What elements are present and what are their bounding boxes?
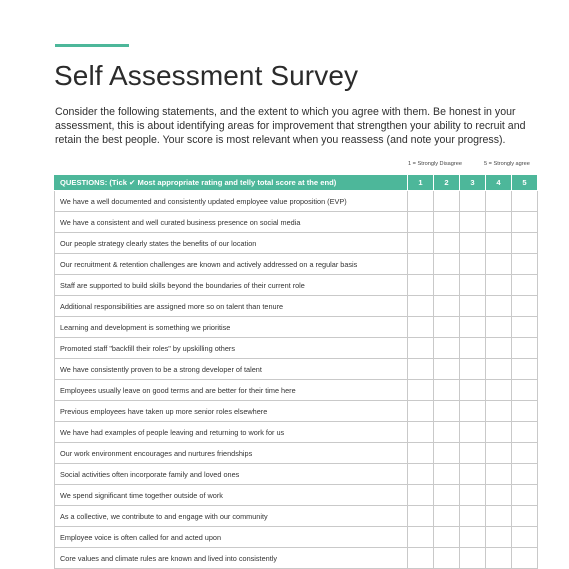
question-text: Staff are supported to build skills beyond the boundaries of their current role (55, 275, 408, 296)
rating-cell-5[interactable] (512, 338, 538, 359)
rating-cell-4[interactable] (486, 443, 512, 464)
question-text: We have a well documented and consistently updated employee value proposition (EVP) (55, 191, 408, 212)
rating-cell-5[interactable] (512, 485, 538, 506)
rating-cell-4[interactable] (486, 233, 512, 254)
rating-cell-5[interactable] (512, 212, 538, 233)
title-accent-line (55, 44, 129, 47)
rating-cell-1[interactable] (408, 191, 434, 212)
table-row (55, 338, 538, 359)
rating-cell-5[interactable] (512, 317, 538, 338)
table-row (55, 275, 538, 296)
rating-cell-3[interactable] (460, 380, 486, 401)
rating-cell-1[interactable] (408, 506, 434, 527)
rating-cell-1[interactable] (408, 254, 434, 275)
rating-cell-3[interactable] (460, 359, 486, 380)
question-text: We spend significant time together outside of work (55, 485, 408, 506)
table-row (55, 359, 538, 380)
rating-cell-2[interactable] (434, 443, 460, 464)
table-row (55, 380, 538, 401)
rating-cell-2[interactable] (434, 401, 460, 422)
survey-table (54, 174, 538, 569)
rating-cell-3[interactable] (460, 464, 486, 485)
question-text: Additional responsibilities are assigned more so on talent than tenure (55, 296, 408, 317)
rating-cell-1[interactable] (408, 422, 434, 443)
rating-cell-5[interactable] (512, 296, 538, 317)
rating-cell-3[interactable] (460, 317, 486, 338)
rating-cell-3[interactable] (460, 296, 486, 317)
rating-cell-4[interactable] (486, 527, 512, 548)
rating-cell-3[interactable] (460, 233, 486, 254)
rating-cell-5[interactable] (512, 359, 538, 380)
rating-cell-2[interactable] (434, 422, 460, 443)
legend-strongly-disagree: 1 = Strongly Disagree (408, 161, 462, 167)
rating-cell-2[interactable] (434, 338, 460, 359)
rating-cell-3[interactable] (460, 422, 486, 443)
rating-cell-4[interactable] (486, 275, 512, 296)
rating-cell-1[interactable] (408, 317, 434, 338)
rating-cell-4[interactable] (486, 548, 512, 569)
rating-cell-2[interactable] (434, 233, 460, 254)
rating-cell-3[interactable] (460, 506, 486, 527)
table-row (55, 485, 538, 506)
rating-cell-3[interactable] (460, 485, 486, 506)
rating-cell-4[interactable] (486, 464, 512, 485)
table-row (55, 548, 538, 569)
rating-cell-2[interactable] (434, 548, 460, 569)
rating-cell-1[interactable] (408, 527, 434, 548)
rating-cell-2[interactable] (434, 191, 460, 212)
table-row (55, 527, 538, 548)
rating-cell-4[interactable] (486, 485, 512, 506)
table-row (55, 254, 538, 275)
questions-header: QUESTIONS: (Tick ✔ Most appropriate rating and telly total score at the end) (55, 175, 408, 191)
table-row (55, 296, 538, 317)
rating-header-3: 3 (460, 175, 486, 191)
question-text: We have had examples of people leaving and returning to work for us (55, 422, 408, 443)
question-text: Core values and climate rules are known and lived into consistently (55, 548, 408, 569)
question-text: Social activities often incorporate family and loved ones (55, 464, 408, 485)
rating-cell-4[interactable] (486, 296, 512, 317)
rating-cell-2[interactable] (434, 506, 460, 527)
page-title: Self Assessment Survey (54, 60, 359, 91)
rating-cell-4[interactable] (486, 317, 512, 338)
rating-cell-2[interactable] (434, 485, 460, 506)
rating-cell-3[interactable] (460, 527, 486, 548)
rating-cell-1[interactable] (408, 212, 434, 233)
question-text: We have consistently proven to be a strong developer of talent (55, 359, 408, 380)
legend-strongly-agree: 5 = Strongly agree (484, 161, 530, 167)
rating-cell-3[interactable] (460, 443, 486, 464)
rating-cell-1[interactable] (408, 443, 434, 464)
rating-cell-1[interactable] (408, 548, 434, 569)
rating-cell-4[interactable] (486, 401, 512, 422)
question-text: As a collective, we contribute to and engage with our community (55, 506, 408, 527)
rating-cell-5[interactable] (512, 506, 538, 527)
rating-cell-2[interactable] (434, 317, 460, 338)
rating-cell-3[interactable] (460, 212, 486, 233)
table-row (55, 464, 538, 485)
rating-cell-5[interactable] (512, 443, 538, 464)
table-row (55, 191, 538, 212)
rating-cell-4[interactable] (486, 380, 512, 401)
table-row (55, 422, 538, 443)
rating-cell-5[interactable] (512, 275, 538, 296)
rating-cell-3[interactable] (460, 548, 486, 569)
rating-cell-5[interactable] (512, 548, 538, 569)
rating-cell-1[interactable] (408, 401, 434, 422)
rating-cell-3[interactable] (460, 338, 486, 359)
rating-header-4: 4 (486, 175, 512, 191)
rating-cell-5[interactable] (512, 527, 538, 548)
rating-cell-1[interactable] (408, 359, 434, 380)
rating-cell-3[interactable] (460, 275, 486, 296)
question-text: Employee voice is often called for and acted upon (55, 527, 408, 548)
rating-cell-5[interactable] (512, 233, 538, 254)
question-text: Promoted staff "backfill their roles" by upskilling others (55, 338, 408, 359)
rating-cell-5[interactable] (512, 401, 538, 422)
rating-cell-1[interactable] (408, 338, 434, 359)
rating-cell-3[interactable] (460, 191, 486, 212)
intro-paragraph: Consider the following statements, and the extent to which you agree with them. Be honest in your assessment, this is about identifying areas for improvement that strengthen your ability to recruit and retain the best people. Your score is most relevant when you reassess (and note your progress). (55, 106, 526, 146)
rating-cell-2[interactable] (434, 359, 460, 380)
rating-cell-5[interactable] (512, 380, 538, 401)
rating-cell-1[interactable] (408, 380, 434, 401)
question-text: Our recruitment & retention challenges are known and actively addressed on a regular basis (55, 254, 408, 275)
rating-cell-1[interactable] (408, 275, 434, 296)
rating-header-1: 1 (408, 175, 434, 191)
rating-cell-5[interactable] (512, 464, 538, 485)
rating-cell-2[interactable] (434, 275, 460, 296)
rating-cell-4[interactable] (486, 191, 512, 212)
rating-cell-1[interactable] (408, 233, 434, 254)
question-text: Learning and development is something we prioritise (55, 317, 408, 338)
rating-cell-5[interactable] (512, 191, 538, 212)
rating-cell-5[interactable] (512, 254, 538, 275)
table-row (55, 506, 538, 527)
rating-cell-4[interactable] (486, 422, 512, 443)
rating-cell-4[interactable] (486, 338, 512, 359)
rating-cell-2[interactable] (434, 380, 460, 401)
rating-header-2: 2 (434, 175, 460, 191)
rating-cell-1[interactable] (408, 464, 434, 485)
survey-body (55, 191, 538, 569)
table-row (55, 233, 538, 254)
question-text: Employees usually leave on good terms and are better for their time here (55, 380, 408, 401)
survey-header-row (55, 175, 538, 191)
table-row (55, 212, 538, 233)
rating-cell-2[interactable] (434, 527, 460, 548)
question-text: Our people strategy clearly states the benefits of our location (55, 233, 408, 254)
table-row (55, 443, 538, 464)
rating-cell-5[interactable] (512, 422, 538, 443)
question-text: Previous employees have taken up more senior roles elsewhere (55, 401, 408, 422)
rating-cell-4[interactable] (486, 212, 512, 233)
rating-cell-2[interactable] (434, 464, 460, 485)
rating-header-5: 5 (512, 175, 538, 191)
rating-cell-4[interactable] (486, 254, 512, 275)
question-text: Our work environment encourages and nurtures friendships (55, 443, 408, 464)
rating-cell-3[interactable] (460, 401, 486, 422)
rating-cell-1[interactable] (408, 485, 434, 506)
rating-cell-4[interactable] (486, 359, 512, 380)
rating-cell-2[interactable] (434, 212, 460, 233)
question-text: We have a consistent and well curated business presence on social media (55, 212, 408, 233)
table-row (55, 401, 538, 422)
rating-cell-2[interactable] (434, 254, 460, 275)
rating-cell-4[interactable] (486, 506, 512, 527)
rating-cell-2[interactable] (434, 296, 460, 317)
rating-cell-1[interactable] (408, 296, 434, 317)
rating-cell-3[interactable] (460, 254, 486, 275)
table-row (55, 317, 538, 338)
